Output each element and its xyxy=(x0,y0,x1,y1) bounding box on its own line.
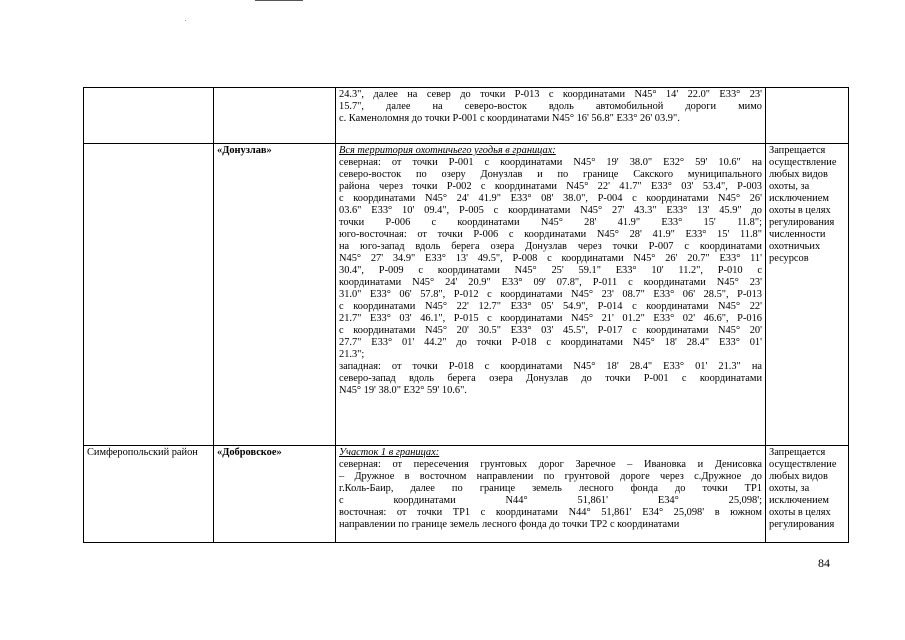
restriction-text-line: регулирования xyxy=(769,217,835,228)
restriction-text-line: осуществление xyxy=(769,157,837,168)
restriction-cell xyxy=(766,446,849,543)
scan-artifact-line xyxy=(255,0,303,1)
hunting-ground-name-cell xyxy=(214,88,336,144)
boundary-text-line: точки Р-006 с координатами N45° 28' 41.9" E33° 15' 11.8"; xyxy=(339,217,762,228)
boundary-text-line: 27.7" E33° 01' 44.2" до точки Р-018 с координатами N45° 18' 28.4" E33° 01' xyxy=(339,337,762,348)
restriction-text-line: исключением xyxy=(769,495,829,506)
boundary-text-line: северо-запад вдоль берега озера Донузлав до точки Р-001 с координатами xyxy=(339,373,762,384)
restriction-cell xyxy=(766,144,849,446)
boundary-text-line: N45° 27' 34.9" E33° 13' 49.5", Р-008 с координатами N45° 26' 20.7" E33° 11' xyxy=(339,253,762,264)
hunting-ground-name-cell xyxy=(214,144,336,446)
restriction-text-line: исключением xyxy=(769,193,829,204)
restriction-text-line: ресурсов xyxy=(769,253,809,264)
restriction-text-line: любых видов xyxy=(769,471,828,482)
hunting-ground-name: «Добровское» xyxy=(217,447,282,458)
boundary-text-line: 03.6" E33° 10' 09.4", Р-005 с координатами N45° 27' 43.3" E33° 13' 45.9" до xyxy=(339,205,762,216)
table-row xyxy=(84,144,849,446)
boundaries-cell xyxy=(336,144,766,446)
boundary-text-line: 21.7" E33° 03' 46.1", Р-015 с координатами N45° 21' 01.2" E33° 02' 46.6", Р-016 xyxy=(339,313,762,324)
boundary-text-line: N45° 19' 38.0" E32° 59' 10.6". xyxy=(339,385,467,396)
restriction-cell xyxy=(766,88,849,144)
scan-artifact-dot xyxy=(185,20,186,21)
boundary-text-line: 24.3", далее на север до точки Р-013 с координатами N45° 14' 22.0" E33° 23' xyxy=(339,89,762,100)
boundary-text-line: с координатами N45° 24' 41.9" E33° 08' 38.0", Р-004 с координатами N45° 26' xyxy=(339,193,762,204)
district-cell xyxy=(84,88,214,144)
boundary-text-line: г.Коль-Баир, далее по границе земель лесного фонда до точки ТР1 xyxy=(339,483,762,494)
restriction-text-line: Запрещается xyxy=(769,447,826,458)
district-name: Симферопольский район xyxy=(87,447,198,458)
table-row xyxy=(84,446,849,543)
boundary-text-line: координатами N45° 24' 20.9" E33° 09' 07.8", Р-011 с координатами N45° 23' xyxy=(339,277,762,288)
boundary-text-line: на юго-запад вдоль берега озера Донузлав через точки Р-007 с координатами xyxy=(339,241,762,252)
boundary-text-line: направлении по границе земель лесного фонда до точки ТР2 с координатами xyxy=(339,519,680,530)
district-cell xyxy=(84,144,214,446)
boundaries-heading: Вся территория охотничьего угодья в границах: xyxy=(339,145,556,156)
boundary-text-line: юго-восточная: от точки Р-006 с координатами N45° 28' 41.9" E33° 15' 11.8" xyxy=(339,229,762,240)
restriction-text-line: охотничьих xyxy=(769,241,821,252)
boundary-text-line: 21.3"; xyxy=(339,349,365,360)
restriction-text-line: Запрещается xyxy=(769,145,826,156)
boundary-text-line: восточная: от точки ТР1 с координатами N44° 51,861' E34° 25,098' в южном xyxy=(339,507,762,518)
boundary-text-line: северо-восток по озеру Донузлав и по границе Сакского муниципального xyxy=(339,169,762,180)
hunting-grounds-table xyxy=(83,87,849,543)
boundaries-cell xyxy=(336,446,766,543)
hunting-ground-name-cell xyxy=(214,446,336,543)
boundary-text-line: северная: от точки Р-001 с координатами N45° 19' 38.0" E32° 59' 10.6" на xyxy=(339,157,762,168)
boundary-text-line: 31.0" E33° 06' 57.8", Р-012 с координатами N45° 23' 08.7" E33° 06' 28.5", Р-013 xyxy=(339,289,762,300)
table-row xyxy=(84,88,849,144)
restriction-text-line: охоты, за xyxy=(769,483,810,494)
boundary-text-line: района через точки Р-002 с координатами N45° 22' 41.7" E33° 03' 53.4", Р-003 xyxy=(339,181,762,192)
restriction-text-line: осуществление xyxy=(769,459,837,470)
restriction-text-line: охоты в целях xyxy=(769,205,831,216)
boundary-text-line: западная: от точки Р-018 с координатами N45° 18' 28.4" E33° 01' 21.3" на xyxy=(339,361,762,372)
boundary-text-line: – Дружное в восточном направлении по грунтовой дороге через с.Дружное до xyxy=(339,471,762,482)
district-cell xyxy=(84,446,214,543)
restriction-text-line: любых видов xyxy=(769,169,828,180)
boundaries-heading: Участок 1 в границах: xyxy=(339,447,440,458)
boundary-text-line: с координатами N44° 51,861' E34° 25,098'; xyxy=(339,495,762,506)
restriction-text-line: регулирования xyxy=(769,519,835,530)
restriction-text-line: численности xyxy=(769,229,826,240)
table-body xyxy=(84,88,849,543)
boundary-text-line: северная: от пересечения грунтовых дорог Заречное – Ивановка и Денисовка xyxy=(339,459,762,470)
boundaries-cell xyxy=(336,88,766,144)
boundary-text-line: 30.4", Р-009 с координатами N45° 25' 59.1" E33° 10' 11.2", Р-010 с xyxy=(339,265,762,276)
boundary-text-line: с координатами N45° 22' 12.7" E33° 05' 54.9", Р-014 с координатами N45° 22' xyxy=(339,301,762,312)
boundary-text-line: 15.7", далее на северо-восток вдоль автомобильной дороги мимо xyxy=(339,101,762,112)
restriction-text-line: охоты, за xyxy=(769,181,810,192)
boundary-text-line: с координатами N45° 20' 30.5" E33° 03' 45.5", Р-017 с координатами N45° 20' xyxy=(339,325,762,336)
page-number: 84 xyxy=(818,556,830,570)
restriction-text-line: охоты в целях xyxy=(769,507,831,518)
boundary-text-line: с. Каменоломня до точки Р-001 с координатами N45° 16' 56.8" E33° 26' 03.9". xyxy=(339,113,680,124)
hunting-ground-name: «Донузлав» xyxy=(217,145,272,156)
